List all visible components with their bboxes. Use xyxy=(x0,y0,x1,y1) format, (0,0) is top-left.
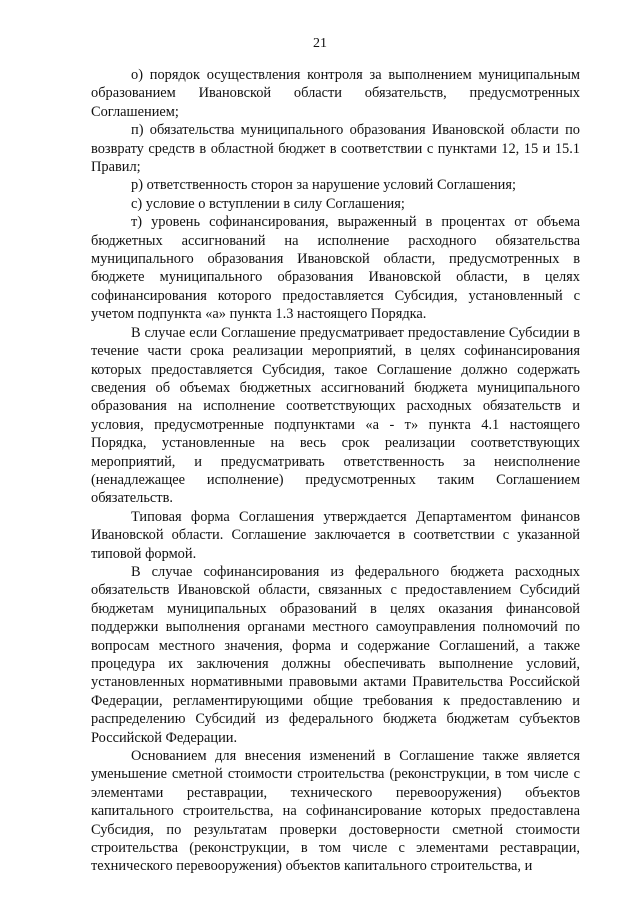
paragraph-item-o: о) порядок осуществления контроля за выполнением муниципальным образованием Ивановской области обязательств, предусмотренных Соглашением; xyxy=(91,67,580,120)
paragraph-amendment-basis: Основанием для внесения изменений в Соглашение также является уменьшение сметной стоимости строительства (реконструкции, в том числе с элементами реставрации, технического перевооружения) объектов капитального строительства, на софинансирование которых предоставлена Субсидия, по результатам проверки достоверности сметной стоимости строительства (реконструкции, в том числе с элементами реставрации, технического перевооружения) объектов капитального строительства, и xyxy=(91,748,580,875)
paragraph-item-s: с) условие о вступлении в силу Соглашения; xyxy=(131,195,405,212)
paragraph-item-t: т) уровень софинансирования, выраженный в процентах от объема бюджетных ассигнований на исполнение расходного обязательства муниципального образования Ивановской области, предусмотренных в бюджете муниципального образования Ивановской области, в целях софинансирования которого предоставляется Субсидия, установленный с учетом подпункта «а» пункта 1.3 настоящего Порядка. xyxy=(91,214,580,323)
paragraph-item-p: п) обязательства муниципального образования Ивановской области по возврату средств в областной бюджет в соответствии с пунктами 12, 15 и 15.1 Правил; xyxy=(91,122,580,176)
paragraph-typical-form: Типовая форма Соглашения утверждается Департаментом финансов Ивановской области. Соглашение заключается в соответствии с указанной типовой формой. xyxy=(91,508,580,562)
paragraph-partial-term: В случае если Соглашение предусматривает предоставление Субсидии в течение части срока реализации мероприятий, в целях софинансирования которых предоставляется Субсидия, такое Соглашение должно содержать сведения об объемах бюджетных ассигнований бюджета муниципального образования на исполнение соответствующих расходных обязательств и условия, предусмотренные подпунктами «а - т» пункта 4.1 настоящего Порядка, установленные на весь срок реализации соответствующих мероприятий, и предусматривать ответственность за неисполнение (ненадлежащее исполнение) предусмотренных таким Соглашением обязательств. xyxy=(91,324,580,507)
document-body xyxy=(91,66,580,876)
page-number: 21 xyxy=(313,36,327,51)
paragraph-federal-cofinancing: В случае софинансирования из федерального бюджета расходных обязательств Ивановской области, связанных с предоставлением Субсидий бюджетам муниципальных образований в целях оказания финансовой поддержки выполнения органами местного самоуправления полномочий по вопросам местного значения, форма и содержание Соглашений, а также процедура их заключения должны обеспечивать выполнение условий, установленных нормативными правовыми актами Правительства Российской Федерации, регламентирующими общие требования к предоставлению и распределению Субсидий из федерального бюджета бюджетам субъектов Российской Федерации. xyxy=(91,563,580,746)
paragraph-item-r: р) ответственность сторон за нарушение условий Соглашения; xyxy=(131,177,516,194)
